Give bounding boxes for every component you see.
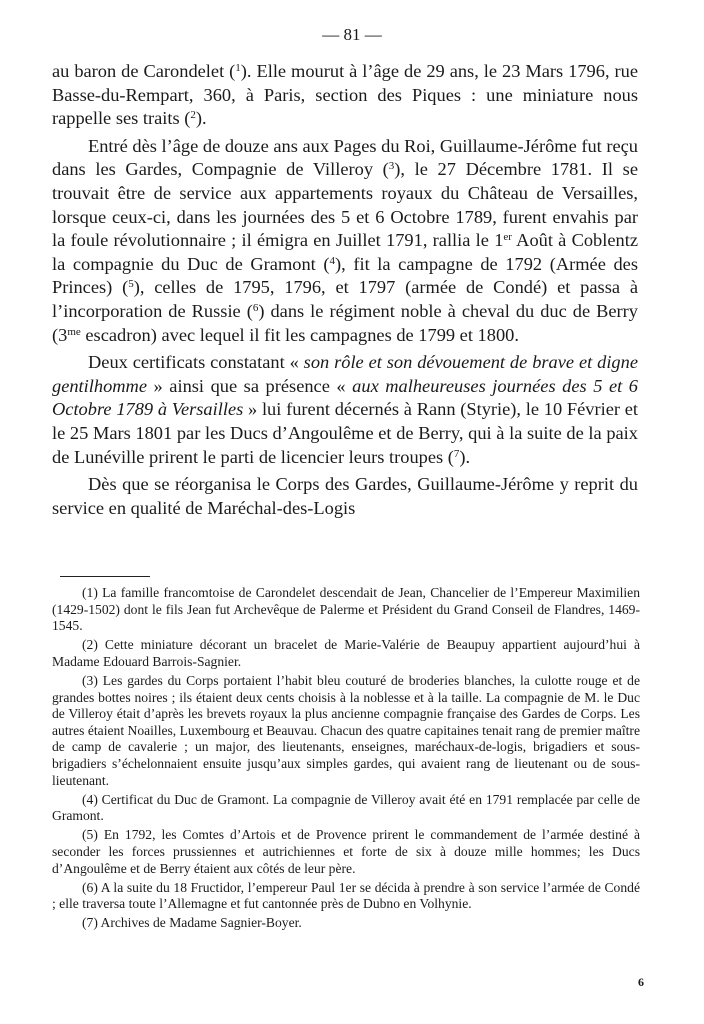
footnotes [52, 585, 640, 934]
paragraph: Dès que se réorganisa le Corps des Gardes, Guillaume-Jérôme y reprit du service en qualité de Maréchal-des-Logis [52, 474, 638, 518]
paragraph: au baron de Carondelet ($^1$). Elle mourut à l’âge de 29 ans, le 23 Mars 1796, rue Basse-du-Rempart, 360, à Paris, section des Piques : une miniature nous rappelle ses traits ($^2$). [52, 61, 638, 129]
footnote-ref: 3 [388, 160, 395, 173]
main-text [52, 60, 638, 520]
page-number: — 81 — [322, 25, 382, 44]
footnote-separator [60, 576, 150, 577]
quoted-text: son rôle et son dévouement de brave et digne gentilhomme [52, 352, 638, 396]
footnote: (3) Les gardes du Corps portaient l’habit bleu couturé de broderies blanches, la culotte rouge et de grandes bottes noires ; ils étaient deux cents choisis à la noblesse et à la taille. La compagnie de M. le Duc de Villeroy était d’après les brevets royaux la plus ancienne compagnie française des Gardes de Corps. Les autres étaient Noailles, Luxembourg et Beauvau. Chacun des quatre capitaines tenait rang de premier maître de camp de cavalerie ; un major, des lieutenants, enseignes, maréchaux-de-logis, brigadiers et sous-brigadiers s’échelonnaient ensuite jusqu’aux simples gardes, qui avaient rang de lieutenant ou de sous-lieutenant. [52, 672, 640, 788]
footnote-ref: 2 [190, 109, 196, 122]
footnote: (1) La famille francomtoise de Carondelet descendait de Jean, Chancelier de l’Empereur Maximilien (1429-1502) dont le fils Jean fut Archevêque de Palerme et Président du Grand Conseil de Flandres, 1469-1545. [52, 585, 640, 634]
paragraph: Deux certificats constatant « son rôle et son dévouement de brave et digne gentilhomme » ainsi que sa présence « aux malheureuses journées des 5 et 6 Octobre 1789 à Versailles » lui furent décernés à Rann (Styrie), le 10 Février et le 25 Mars 1801 par les Ducs d’Angoulême et de Berry, qui à la suite de la paix de Lunéville prirent le parti de licencier leurs troupes ($^7$). [52, 352, 638, 467]
paragraph: Entré dès l’âge de douze ans aux Pages du Roi, Guillaume-Jérôme fut reçu dans les Gardes, Compagnie de Villeroy ($^3$), le 27 Décembre 1781. Il se trouvait être de service aux appartements royaux du Château de Versailles, lorsque ceux-ci, dans les journées des 5 et 6 Octobre 1789, furent envahis par la foule révolutionnaire ; il émigra en Juillet 1791, rallia le 1er Août à Coblentz la compagnie du Duc de Gramont ($^4$), fit la campagne de 1792 (Armée des Princes) ($^5$), celles de 1795, 1796, et 1797 (armée de Condé) et passa à l’incorporation de Russie ($^6$) dans le régiment noble à cheval du duc de Berry ($3^{me}$ escadron) avec lequel il fit les campagnes de 1799 et 1800. [52, 135, 639, 345]
footnote: (6) A la suite du 18 Fructidor, l’empereur Paul 1er se décida à prendre à son service l’armée de Condé ; elle traversa toute l’Allemagne et fut cantonnée près de Dubno en Volhynie. [52, 879, 640, 912]
footnote-ref: 4 [329, 254, 336, 267]
footnote-ref: 5 [128, 278, 134, 291]
footnote-ref: me [67, 325, 81, 338]
footnote-ref: er [503, 231, 512, 244]
footnote: (7) Archives de Madame Sagnier-Boyer. [82, 915, 302, 931]
footnote: (2) Cette miniature décorant un bracelet de Marie-Valérie de Beaupuy appartient aujourd’hui à Madame Edouard Barrois-Sagnier. [52, 637, 640, 669]
footnote: (4) Certificat du Duc de Gramont. La compagnie de Villeroy avait été en 1791 remplacée par celle de Gramont. [52, 791, 640, 824]
signature-mark: 6 [638, 975, 644, 989]
footnote-ref: 1 [235, 62, 241, 74]
footnote: (5) En 1792, les Comtes d’Artois et de Provence prirent le commandement de l’armée destiné à seconder les forces prussiennes et autrichiennes et forte de six à douze mille hommes; les Ducs d’Angoulême et de Berry étaient aux côtés de leur père. [52, 827, 640, 876]
footnote-ref: 6 [252, 301, 259, 314]
footnote-ref: 7 [453, 447, 460, 460]
quoted-text: aux malheureuses journées des 5 et 6 Octobre 1789 à Versailles [52, 375, 638, 420]
